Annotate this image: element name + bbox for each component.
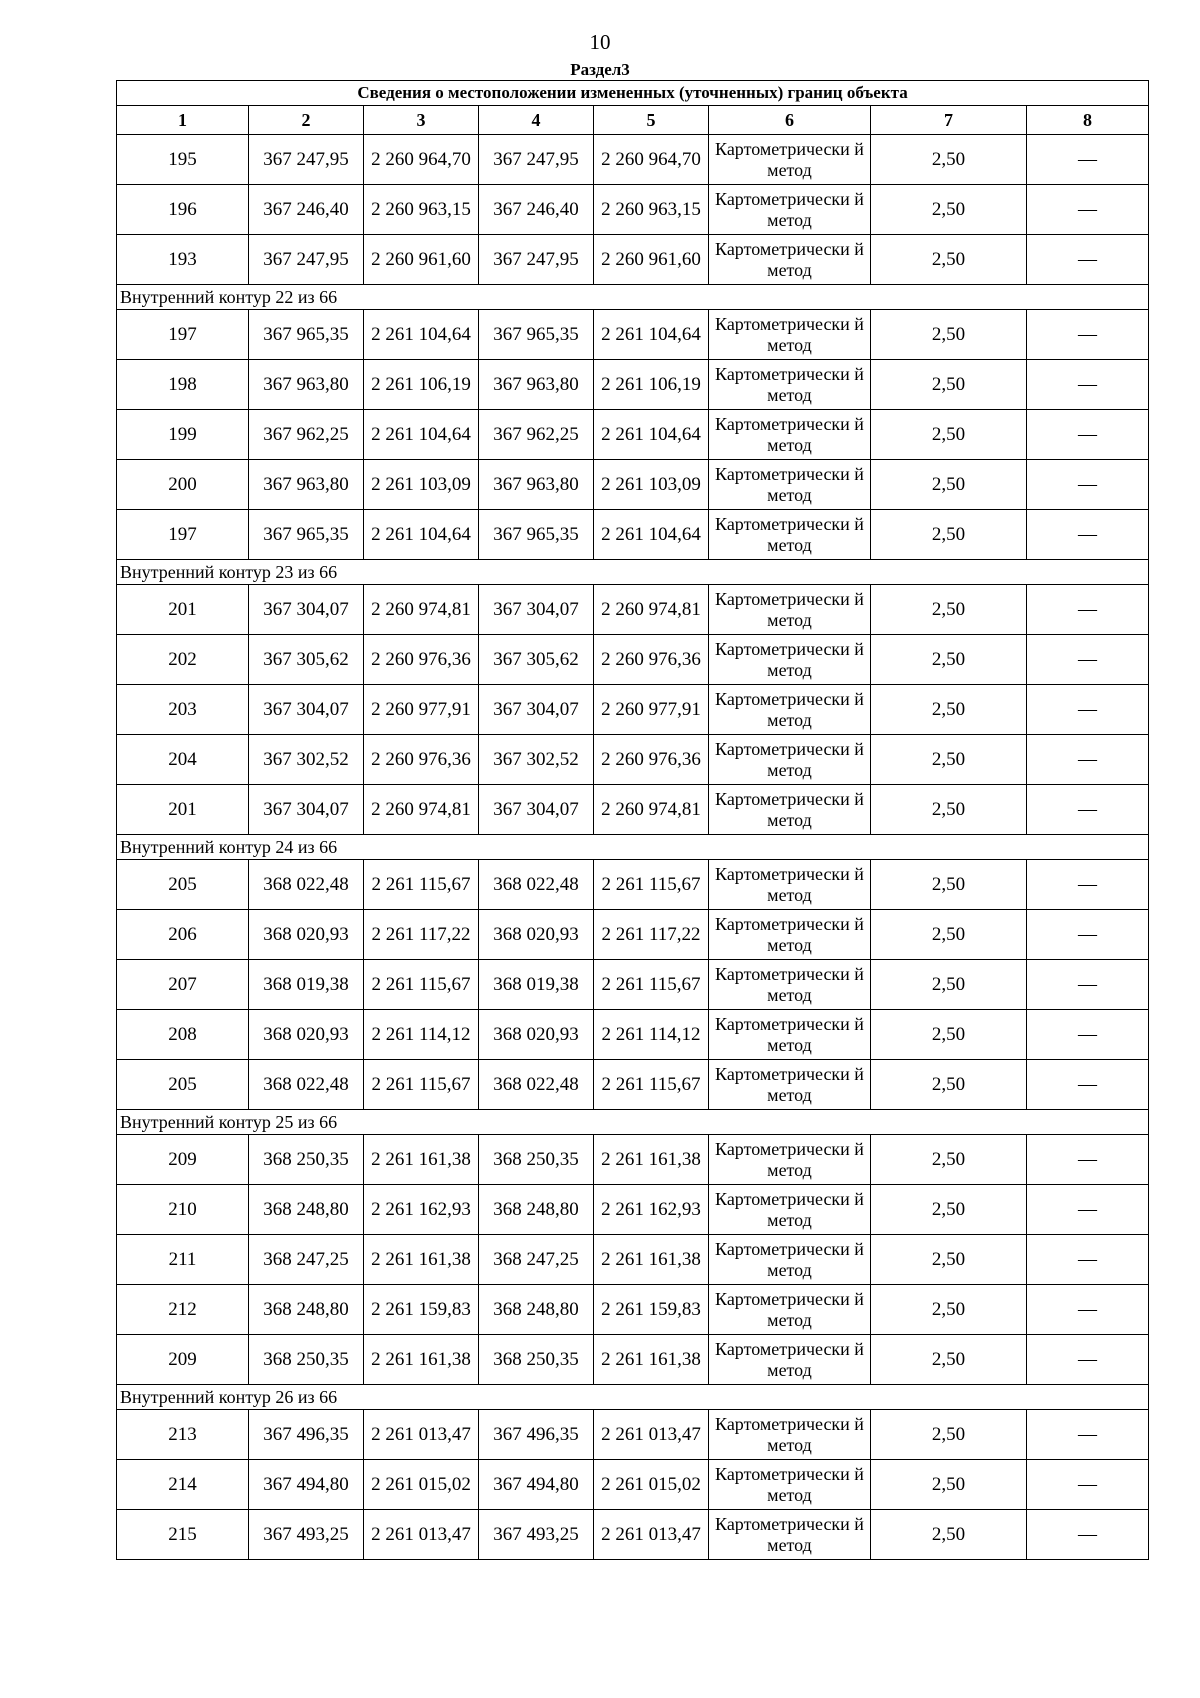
table-cell: 367 304,07 [479,785,594,835]
table-row [117,1460,1149,1510]
contour-row [117,1110,1149,1135]
table-row [117,1135,1149,1185]
method-cell: Картометрически й метод [709,635,871,685]
point-number-cell: 193 [117,235,249,285]
table-row [117,185,1149,235]
column-header: 2 [249,106,364,135]
point-number-cell: 213 [117,1410,249,1460]
table-cell: 2,50 [871,1285,1027,1335]
contour-label: Внутренний контур 22 из 66 [117,285,1149,310]
table-cell: 2 261 161,38 [594,1135,709,1185]
point-number-cell: 197 [117,510,249,560]
table-cell: 2 261 115,67 [364,1060,479,1110]
table-cell: 2 261 159,83 [594,1285,709,1335]
table-row [117,1335,1149,1385]
table-row [117,360,1149,410]
dash-cell: — [1027,635,1149,685]
table-cell: 2,50 [871,410,1027,460]
table-cell: 368 020,93 [479,910,594,960]
table-row [117,410,1149,460]
table-cell: 368 250,35 [249,1135,364,1185]
dash-cell: — [1027,1010,1149,1060]
table-cell: 2 260 976,36 [364,635,479,685]
table-cell: 368 020,93 [249,1010,364,1060]
table-cell: 2 261 115,67 [594,860,709,910]
point-number-cell: 207 [117,960,249,1010]
point-number-cell: 209 [117,1135,249,1185]
table-cell: 368 248,80 [249,1285,364,1335]
table-cell: 368 247,25 [249,1235,364,1285]
point-number-cell: 201 [117,585,249,635]
table-cell: 367 963,80 [479,460,594,510]
table-cell: 367 963,80 [249,460,364,510]
dash-cell: — [1027,510,1149,560]
table-cell: 2,50 [871,185,1027,235]
point-number-cell: 210 [117,1185,249,1235]
table-cell: 2,50 [871,735,1027,785]
dash-cell: — [1027,410,1149,460]
table-cell: 367 305,62 [479,635,594,685]
table-cell: 367 963,80 [249,360,364,410]
dash-cell: — [1027,135,1149,185]
table-cell: 368 022,48 [249,860,364,910]
table-cell: 367 963,80 [479,360,594,410]
table-cell: 2 260 974,81 [364,585,479,635]
table-cell: 2,50 [871,310,1027,360]
table-cell: 367 304,07 [249,585,364,635]
table-cell: 2,50 [871,860,1027,910]
table-cell: 368 250,35 [479,1135,594,1185]
dash-cell: — [1027,310,1149,360]
method-cell: Картометрически й метод [709,960,871,1010]
table-cell: 367 246,40 [249,185,364,235]
column-header: 8 [1027,106,1149,135]
dash-cell: — [1027,1460,1149,1510]
table-cell: 367 302,52 [249,735,364,785]
table-cell: 2,50 [871,1135,1027,1185]
table-cell: 367 494,80 [479,1460,594,1510]
table-cell: 2 260 964,70 [594,135,709,185]
table-cell: 367 304,07 [249,785,364,835]
table-row [117,735,1149,785]
point-number-cell: 196 [117,185,249,235]
table-row [117,1010,1149,1060]
table-cell: 2 261 117,22 [594,910,709,960]
table-cell: 367 493,25 [249,1510,364,1560]
table-cell: 367 965,35 [249,310,364,360]
table-row [117,460,1149,510]
table-cell: 2 261 117,22 [364,910,479,960]
coordinates-table [116,80,1149,1560]
table-cell: 367 496,35 [479,1410,594,1460]
table-row [117,235,1149,285]
table-cell: 2 261 106,19 [364,360,479,410]
contour-label: Внутренний контур 23 из 66 [117,560,1149,585]
table-cell: 2 261 104,64 [594,410,709,460]
page-number: 10 [589,30,611,54]
table-cell: 2,50 [871,1185,1027,1235]
method-cell: Картометрически й метод [709,460,871,510]
table-cell: 367 962,25 [479,410,594,460]
table-cell: 2 261 159,83 [364,1285,479,1335]
table-cell: 2 261 114,12 [364,1010,479,1060]
point-number-cell: 212 [117,1285,249,1335]
column-header: 3 [364,106,479,135]
table-cell: 2 261 161,38 [364,1335,479,1385]
method-cell: Картометрически й метод [709,1235,871,1285]
column-header: 6 [709,106,871,135]
table-row [117,1060,1149,1110]
method-cell: Картометрически й метод [709,860,871,910]
table-cell: 2 261 103,09 [364,460,479,510]
method-cell: Картометрически й метод [709,1010,871,1060]
table-cell: 2,50 [871,460,1027,510]
table-cell: 367 496,35 [249,1410,364,1460]
table-cell: 2 261 104,64 [364,510,479,560]
table-cell: 2 261 104,64 [364,310,479,360]
table-cell: 2,50 [871,1335,1027,1385]
contour-label: Внутренний контур 26 из 66 [117,1385,1149,1410]
table-cell: 367 305,62 [249,635,364,685]
table-cell: 2 261 161,38 [594,1235,709,1285]
method-cell: Картометрически й метод [709,1510,871,1560]
table-cell: 2 260 976,36 [594,735,709,785]
table-cell: 2,50 [871,1010,1027,1060]
table-cell: 368 019,38 [249,960,364,1010]
point-number-cell: 200 [117,460,249,510]
method-cell: Картометрически й метод [709,510,871,560]
table-cell: 2 260 961,60 [364,235,479,285]
table-row [117,860,1149,910]
table-cell: 2 260 964,70 [364,135,479,185]
method-cell: Картометрически й метод [709,1335,871,1385]
table-cell: 2,50 [871,585,1027,635]
point-number-cell: 198 [117,360,249,410]
table-cell: 2,50 [871,1510,1027,1560]
table-cell: 2,50 [871,235,1027,285]
method-cell: Картометрически й метод [709,910,871,960]
table-cell: 2,50 [871,510,1027,560]
point-number-cell: 197 [117,310,249,360]
column-header: 7 [871,106,1027,135]
method-cell: Картометрически й метод [709,1185,871,1235]
point-number-cell: 199 [117,410,249,460]
dash-cell: — [1027,1185,1149,1235]
table-cell: 2 260 976,36 [364,735,479,785]
table-row [117,1285,1149,1335]
table-cell: 2 261 013,47 [594,1410,709,1460]
column-header: 5 [594,106,709,135]
table-row [117,1410,1149,1460]
dash-cell: — [1027,460,1149,510]
table-row [117,585,1149,635]
table-cell: 2 261 015,02 [364,1460,479,1510]
point-number-cell: 209 [117,1335,249,1385]
method-cell: Картометрически й метод [709,585,871,635]
table-cell: 2 261 013,47 [364,1510,479,1560]
table-cell: 2,50 [871,1460,1027,1510]
section-title: Раздел3 [570,60,630,79]
dash-cell: — [1027,360,1149,410]
method-cell: Картометрически й метод [709,310,871,360]
method-cell: Картометрически й метод [709,185,871,235]
table-caption-row [117,81,1149,106]
table-cell: 2 261 115,67 [364,860,479,910]
table-cell: 368 247,25 [479,1235,594,1285]
table-cell: 368 020,93 [249,910,364,960]
table-row [117,1185,1149,1235]
table-cell: 367 246,40 [479,185,594,235]
contour-row [117,285,1149,310]
table-cell: 2 260 974,81 [594,585,709,635]
dash-cell: — [1027,1335,1149,1385]
table-cell: 367 302,52 [479,735,594,785]
table-cell: 2,50 [871,360,1027,410]
table-cell: 2 260 974,81 [594,785,709,835]
point-number-cell: 205 [117,860,249,910]
method-cell: Картометрически й метод [709,685,871,735]
dash-cell: — [1027,685,1149,735]
dash-cell: — [1027,860,1149,910]
table-cell: 2 261 106,19 [594,360,709,410]
point-number-cell: 214 [117,1460,249,1510]
table-cell: 2 261 104,64 [594,510,709,560]
table-cell: 2 261 013,47 [364,1410,479,1460]
contour-row [117,1385,1149,1410]
table-caption: Сведения о местоположении измененных (уточненных) границ объекта [117,81,1149,106]
table-cell: 367 965,35 [479,510,594,560]
table-cell: 2 260 977,91 [364,685,479,735]
table-row [117,1510,1149,1560]
table-cell: 2,50 [871,635,1027,685]
table-cell: 2,50 [871,910,1027,960]
table-cell: 367 304,07 [249,685,364,735]
table-cell: 368 250,35 [249,1335,364,1385]
table-cell: 2,50 [871,685,1027,735]
table-cell: 2,50 [871,960,1027,1010]
table-row [117,635,1149,685]
table-cell: 367 247,95 [479,235,594,285]
table-cell: 2,50 [871,1060,1027,1110]
table-cell: 367 965,35 [479,310,594,360]
table-cell: 2 261 161,38 [594,1335,709,1385]
contour-row [117,560,1149,585]
table-cell: 2,50 [871,1235,1027,1285]
table-cell: 2 260 977,91 [594,685,709,735]
point-number-cell: 215 [117,1510,249,1560]
method-cell: Картометрически й метод [709,1460,871,1510]
dash-cell: — [1027,960,1149,1010]
contour-row [117,835,1149,860]
method-cell: Картометрически й метод [709,785,871,835]
dash-cell: — [1027,1235,1149,1285]
table-cell: 368 022,48 [249,1060,364,1110]
method-cell: Картометрически й метод [709,1135,871,1185]
table-cell: 2 261 115,67 [364,960,479,1010]
table-row [117,135,1149,185]
table-row [117,910,1149,960]
point-number-cell: 205 [117,1060,249,1110]
contour-label: Внутренний контур 24 из 66 [117,835,1149,860]
dash-cell: — [1027,1510,1149,1560]
point-number-cell: 211 [117,1235,249,1285]
method-cell: Картометрически й метод [709,735,871,785]
table-cell: 368 250,35 [479,1335,594,1385]
table-cell: 2 261 115,67 [594,960,709,1010]
method-cell: Картометрически й метод [709,135,871,185]
table-cell: 2 261 161,38 [364,1135,479,1185]
table-row [117,685,1149,735]
table-row [117,785,1149,835]
table-cell: 2 261 013,47 [594,1510,709,1560]
table-cell: 367 304,07 [479,685,594,735]
table-cell: 368 019,38 [479,960,594,1010]
table-cell: 2 261 162,93 [594,1185,709,1235]
dash-cell: — [1027,1135,1149,1185]
dash-cell: — [1027,1285,1149,1335]
table-cell: 367 247,95 [479,135,594,185]
dash-cell: — [1027,1410,1149,1460]
table-row [117,310,1149,360]
dash-cell: — [1027,1060,1149,1110]
method-cell: Картометрически й метод [709,1410,871,1460]
column-header: 4 [479,106,594,135]
column-header: 1 [117,106,249,135]
point-number-cell: 201 [117,785,249,835]
table-cell: 2 260 963,15 [594,185,709,235]
point-number-cell: 195 [117,135,249,185]
table-cell: 2 261 104,64 [594,310,709,360]
table-cell: 368 248,80 [479,1185,594,1235]
table-cell: 367 494,80 [249,1460,364,1510]
table-cell: 2 261 161,38 [364,1235,479,1285]
table-row [117,1235,1149,1285]
table-cell: 2 261 015,02 [594,1460,709,1510]
table-cell: 367 247,95 [249,235,364,285]
table-cell: 368 022,48 [479,860,594,910]
dash-cell: — [1027,185,1149,235]
method-cell: Картометрически й метод [709,410,871,460]
table-cell: 368 022,48 [479,1060,594,1110]
method-cell: Картометрически й метод [709,360,871,410]
table-cell: 368 248,80 [249,1185,364,1235]
method-cell: Картометрически й метод [709,1060,871,1110]
table-cell: 2 261 104,64 [364,410,479,460]
dash-cell: — [1027,235,1149,285]
dash-cell: — [1027,910,1149,960]
table-cell: 2 261 162,93 [364,1185,479,1235]
table-cell: 368 020,93 [479,1010,594,1060]
table-row [117,510,1149,560]
table-cell: 367 493,25 [479,1510,594,1560]
point-number-cell: 204 [117,735,249,785]
table-row [117,960,1149,1010]
column-header-row [117,106,1149,135]
table-cell: 367 965,35 [249,510,364,560]
table-cell: 367 247,95 [249,135,364,185]
table-cell: 2 260 976,36 [594,635,709,685]
table-cell: 368 248,80 [479,1285,594,1335]
point-number-cell: 206 [117,910,249,960]
table-cell: 367 962,25 [249,410,364,460]
table-cell: 367 304,07 [479,585,594,635]
table-cell: 2 261 103,09 [594,460,709,510]
point-number-cell: 208 [117,1010,249,1060]
table-cell: 2 260 963,15 [364,185,479,235]
table-cell: 2,50 [871,135,1027,185]
method-cell: Картометрически й метод [709,235,871,285]
method-cell: Картометрически й метод [709,1285,871,1335]
table-cell: 2 260 974,81 [364,785,479,835]
table-cell: 2 261 114,12 [594,1010,709,1060]
point-number-cell: 203 [117,685,249,735]
table-cell: 2 260 961,60 [594,235,709,285]
table-cell: 2 261 115,67 [594,1060,709,1110]
table-cell: 2,50 [871,785,1027,835]
dash-cell: — [1027,585,1149,635]
table-cell: 2,50 [871,1410,1027,1460]
point-number-cell: 202 [117,635,249,685]
dash-cell: — [1027,735,1149,785]
contour-label: Внутренний контур 25 из 66 [117,1110,1149,1135]
table-body [117,81,1149,1560]
dash-cell: — [1027,785,1149,835]
